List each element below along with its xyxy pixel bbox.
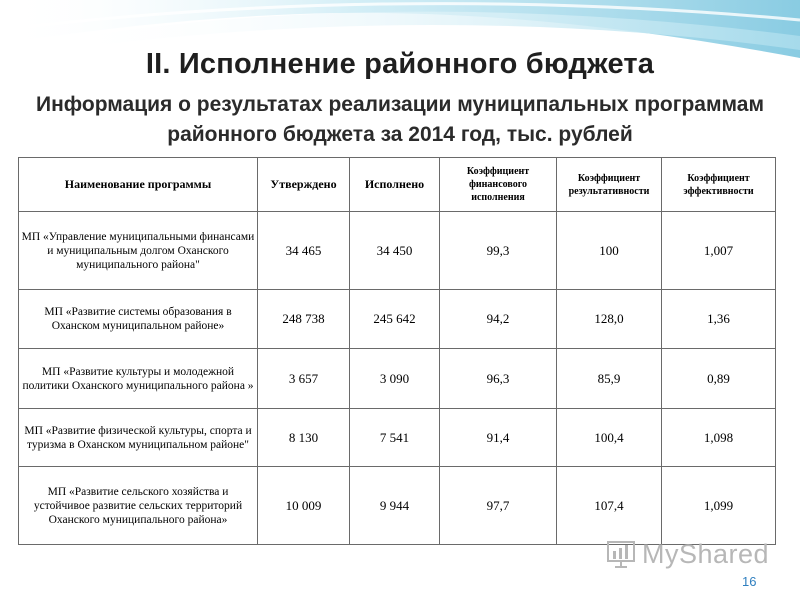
- slide-title: II. Исполнение районного бюджета: [145, 48, 655, 80]
- program-name-cell: МП «Развитие культуры и молодежной политики Оханского муниципального района »: [19, 349, 258, 409]
- executed-cell: 7 541: [350, 409, 440, 467]
- table-row: [19, 349, 776, 409]
- header-financial-coefficient: Коэффициент финансового исполнения: [440, 158, 557, 212]
- header-approved: Утверждено: [258, 158, 350, 212]
- efficiency-coefficient-cell: 1,007: [662, 212, 776, 290]
- executed-cell: 9 944: [350, 467, 440, 545]
- table-row: [19, 409, 776, 467]
- efficiency-coefficient-cell: 1,36: [662, 290, 776, 349]
- result-coefficient-cell: 107,4: [557, 467, 662, 545]
- result-coefficient-cell: 128,0: [557, 290, 662, 349]
- approved-cell: 10 009: [258, 467, 350, 545]
- watermark-text: MyShared: [642, 538, 770, 569]
- executed-cell: 3 090: [350, 349, 440, 409]
- table-row: [19, 290, 776, 349]
- financial-coefficient-cell: 94,2: [440, 290, 557, 349]
- executed-cell: 245 642: [350, 290, 440, 349]
- page-number: 16: [742, 574, 757, 589]
- program-name-cell: МП «Развитие сельского хозяйства и устойчивое развитие сельских территорий Оханского муниципального района»: [19, 467, 258, 545]
- financial-coefficient-cell: 99,3: [440, 212, 557, 290]
- table-row: [19, 212, 776, 290]
- header-efficiency-coefficient: Коэффициент эффективности: [662, 158, 776, 212]
- header-program-name: Наименование программы: [19, 158, 258, 212]
- chart-bars-icon: [606, 539, 636, 569]
- efficiency-coefficient-cell: 1,098: [662, 409, 776, 467]
- approved-cell: 34 465: [258, 212, 350, 290]
- table-row: [19, 467, 776, 545]
- header-result-coefficient: Коэффициент результативности: [557, 158, 662, 212]
- header-executed: Исполнено: [350, 158, 440, 212]
- table-header-row: [19, 158, 776, 212]
- program-name-cell: МП «Управление муниципальными финансами и муниципальным долгом Оханского муниципального района": [19, 212, 258, 290]
- result-coefficient-cell: 85,9: [557, 349, 662, 409]
- executed-cell: 34 450: [350, 212, 440, 290]
- program-name-cell: МП «Развитие физической культуры, спорта и туризма в Оханском муниципальном районе": [19, 409, 258, 467]
- approved-cell: 3 657: [258, 349, 350, 409]
- efficiency-coefficient-cell: 1,099: [662, 467, 776, 545]
- financial-coefficient-cell: 96,3: [440, 349, 557, 409]
- slide-subtitle: Информация о результатах реализации муниципальных программам районного бюджета за 2014 год, тыс. рублей: [36, 93, 764, 146]
- budget-programs-table: [18, 157, 776, 545]
- financial-coefficient-cell: 97,7: [440, 467, 557, 545]
- watermark: [606, 536, 769, 572]
- result-coefficient-cell: 100: [557, 212, 662, 290]
- approved-cell: 8 130: [258, 409, 350, 467]
- efficiency-coefficient-cell: 0,89: [662, 349, 776, 409]
- program-name-cell: МП «Развитие системы образования в Оханском муниципальном районе»: [19, 290, 258, 349]
- financial-coefficient-cell: 91,4: [440, 409, 557, 467]
- approved-cell: 248 738: [258, 290, 350, 349]
- result-coefficient-cell: 100,4: [557, 409, 662, 467]
